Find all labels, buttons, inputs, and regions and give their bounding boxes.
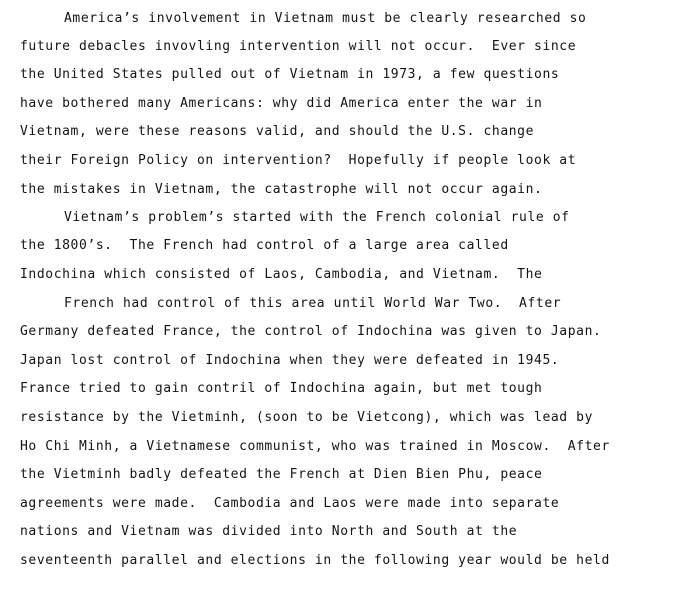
text-line: Ho Chi Minh, a Vietnamese communist, who was trained in Moscow. After bbox=[20, 439, 610, 454]
text-line: France tried to gain contril of Indochina again, but met tough bbox=[20, 381, 543, 396]
text-line: Germany defeated France, the control of Indochina was given to Japan. bbox=[20, 324, 602, 339]
text-line: resistance by the Vietminh, (soon to be Vietcong), which was lead by bbox=[20, 410, 594, 425]
text-line: the Vietminh badly defeated the French at Dien Bien Phu, peace bbox=[20, 467, 543, 482]
text-line: agreements were made. Cambodia and Laos were made into separate bbox=[20, 496, 560, 511]
text-line: French had control of this area until World War Two. After bbox=[64, 296, 562, 311]
text-line: future debacles invovling intervention will not occur. Ever since bbox=[20, 39, 577, 54]
text-line: the United States pulled out of Vietnam in 1973, a few questions bbox=[20, 67, 560, 82]
text-line: Japan lost control of Indochina when they were defeated in 1945. bbox=[20, 353, 560, 368]
text-line: have bothered many Americans: why did America enter the war in bbox=[20, 96, 543, 111]
text-line: America’s involvement in Vietnam must be clearly researched so bbox=[64, 11, 587, 26]
text-line: Indochina which consisted of Laos, Cambodia, and Vietnam. The bbox=[20, 267, 543, 282]
text-line: the mistakes in Vietnam, the catastrophe will not occur again. bbox=[20, 182, 543, 197]
text-line: Vietnam, were these reasons valid, and should the U.S. change bbox=[20, 124, 535, 139]
text-line: seventeenth parallel and elections in the following year would be held bbox=[20, 553, 610, 568]
text-line: nations and Vietnam was divided into North and South at the bbox=[20, 524, 518, 539]
text-line: Vietnam’s problem’s started with the French colonial rule of bbox=[64, 210, 570, 225]
text-line: the 1800’s. The French had control of a large area called bbox=[20, 238, 509, 253]
text-line: their Foreign Policy on intervention? Hopefully if people look at bbox=[20, 153, 577, 168]
